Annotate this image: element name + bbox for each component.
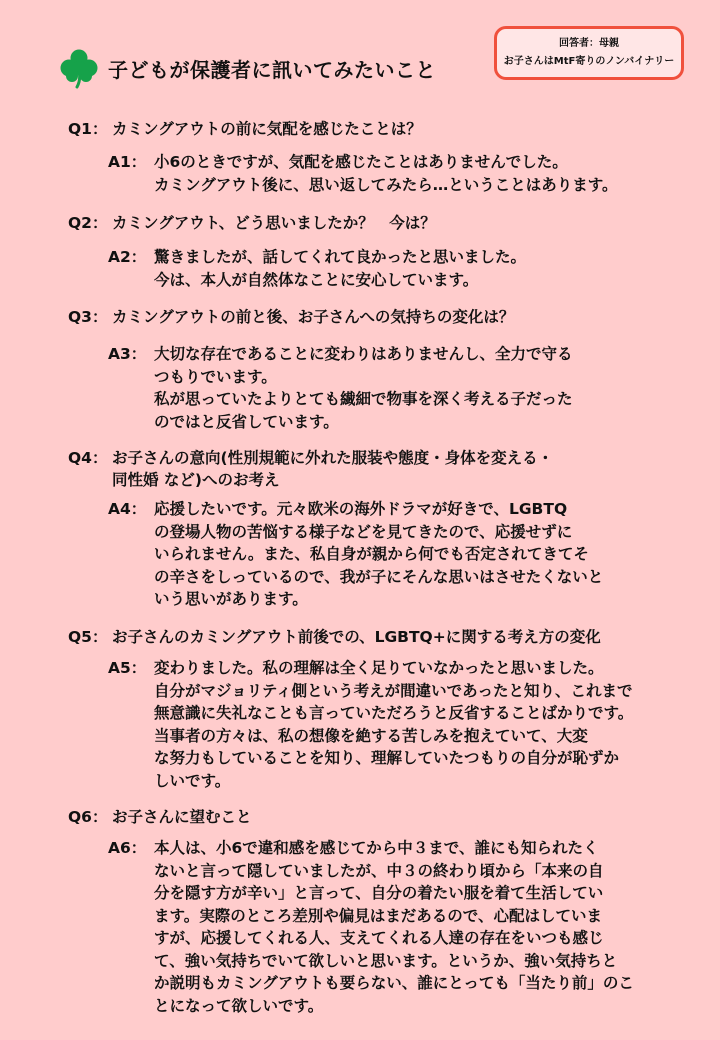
answer-line: いられません。また、私自身が親から何でも否定されてきてそ <box>154 545 589 563</box>
answer-line: 本人は、小6で違和感を感じてから中３まで、誰にも知られたく <box>154 839 599 857</box>
answer-number: A2： <box>108 248 147 266</box>
answer-line: の辛さをしっているので、我が子にそんな思いはさせたくないと <box>154 567 604 586</box>
question-number: Q6： <box>68 808 108 826</box>
answer-2 <box>108 246 526 291</box>
answer-line: 分を隠す方が辛い」と言って、自分の着たい服を着て生活してい <box>154 884 604 902</box>
question-number: Q2： <box>68 214 108 232</box>
question-text-continued: 同性婚 など)へのお考え <box>112 471 280 489</box>
answer-number: A3： <box>108 345 147 363</box>
answer-line: 当事者の方々は、私の想像を絶する苦しみを抱えていて、大変 <box>154 726 588 745</box>
answer-line: 無意識に失礼なことも言っていただろうと反省することばかりです。 <box>154 704 634 722</box>
answer-line: 今は、本人が自然体なことに安心しています。 <box>154 270 479 289</box>
answer-3 <box>108 343 573 433</box>
answer-line: 変わりました。私の理解は全く足りていなかったと思いました。 <box>154 659 604 677</box>
question-1 <box>68 118 422 140</box>
answer-line: 応援したいです。元々欧米の海外ドラマが好きで、LGBTQ <box>154 500 568 518</box>
page-title: 子どもが保護者に訊いてみたいこと <box>108 57 436 82</box>
question-2 <box>68 212 436 234</box>
answer-line: とになって欲しいです。 <box>154 996 324 1015</box>
answer-number: A5： <box>108 659 147 677</box>
question-5 <box>68 626 601 648</box>
page-header <box>58 46 436 90</box>
question-4 <box>68 447 553 491</box>
answer-line: のではと反省しています。 <box>154 412 339 431</box>
question-number: Q3： <box>68 308 108 326</box>
question-text: カミングアウトの前と後、お子さんへの気持ちの変化は？ <box>112 308 515 326</box>
question-number: Q5： <box>68 628 108 646</box>
answer-line: ます。実際のところ差別や偏見はまだあるので、心配はしていま <box>154 906 602 925</box>
answer-line: 大切な存在であることに変わりはありませんし、全力で守る <box>154 345 573 363</box>
answer-number: A1： <box>108 153 147 171</box>
question-3 <box>68 306 514 328</box>
answer-line: な努力もしていることを知り、理解していたつもりの自分が恥ずか <box>154 749 620 767</box>
answer-number: A4： <box>108 500 147 518</box>
answer-line: 私が思っていたよりとても繊細で物事を深く考える子だった <box>154 390 573 408</box>
answer-line: て、強い気持ちでいて欲しいと思います。というか、強い気持ちと <box>154 951 618 970</box>
answer-1 <box>108 151 617 196</box>
question-text: カミングアウト、どう思いましたか？ 今は？ <box>112 214 436 232</box>
question-6 <box>68 806 252 828</box>
answer-line: か説明もカミングアウトも要らない、誰にとっても「当たり前」のこ <box>154 974 634 992</box>
respondent-box <box>494 26 684 80</box>
respondent-label: 回答者：母親 <box>559 38 619 49</box>
answer-line: すが、応援してくれる人、支えてくれる人達の存在をいつも感じ <box>154 929 604 947</box>
answer-line: つもりでいます。 <box>154 367 277 386</box>
answer-4 <box>108 498 603 611</box>
answer-line: いう思いがあります。 <box>154 590 308 608</box>
question-text: お子さんに望むこと <box>112 808 252 826</box>
answer-line: の登場人物の苦悩する様子などを見てきたので、応援せずに <box>154 522 573 541</box>
answer-5 <box>108 657 633 792</box>
question-text: お子さんのカミングアウト前後での、LGBTQ+に関する考え方の変化 <box>112 628 601 646</box>
child-description: お子さんはMtF寄りのノンバイナリー <box>503 56 675 67</box>
answer-6 <box>108 837 634 1017</box>
answer-line: 自分がマジョリティ側という考えが間違いであったと知り、これまで <box>154 681 633 700</box>
question-number: Q4： <box>68 449 108 467</box>
answer-line: 驚きましたが、話してくれて良かったと思いました。 <box>154 248 527 266</box>
clover-icon <box>58 47 100 89</box>
question-number: Q1： <box>68 120 108 138</box>
answer-line: ないと言って隠していましたが、中３の終わり頃から「本来の自 <box>154 861 604 880</box>
question-text: カミングアウトの前に気配を感じたことは？ <box>112 120 422 138</box>
answer-line: カミングアウト後に、思い返してみたら…ということはあります。 <box>154 175 618 194</box>
answer-line: しいです。 <box>154 771 231 790</box>
answer-line: 小6のときですが、気配を感じたことはありませんでした。 <box>154 153 568 171</box>
answer-number: A6： <box>108 839 147 857</box>
question-text: お子さんの意向(性別規範に外れた服装や態度・身体を変える・ <box>112 449 554 467</box>
